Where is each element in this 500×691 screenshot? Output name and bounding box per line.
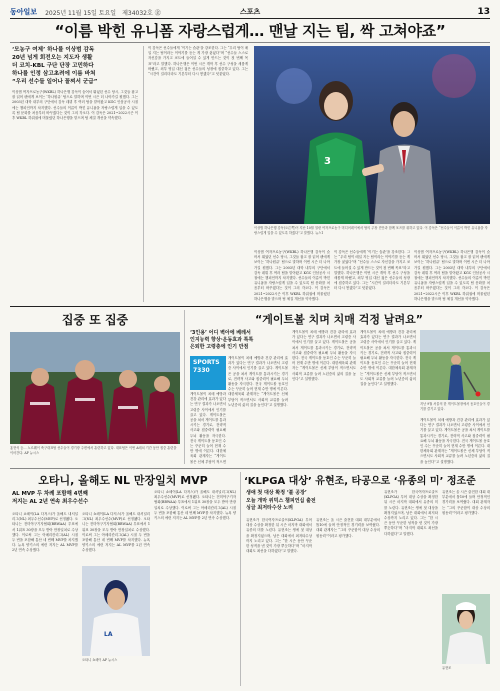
- column-divider: [143, 46, 144, 302]
- ohtani-caption-credit: AP 뉴시스: [102, 658, 118, 662]
- klpga-body3-para: 유현조가 한국여자프로골프(KLPGA) 투어 대상 수상을 확정한 뒤 시즌 마지막 대회에서 유종의 미를 노린다. 유현조는 생애 첫 대상을 확정지었으며, 남은 대회에서 최저타수상까지 노리고 있다. 그는 “한 시즌 동안 꾸준한 성적을 낸 것이 가장 뿌듯하다”며 “마지막 대회도 최선을 다하겠다”고 말했다.: [384, 490, 438, 536]
- klpga-caption-text: 유현조: [442, 666, 452, 670]
- klpga-headline: ‘KLPGA 대상’ 유현조, 타공으로 ‘유종의 미’ 정조준: [244, 476, 476, 487]
- mid-photo: [420, 330, 490, 400]
- left-photo-caption: [10, 446, 180, 466]
- newspaper-logo: 동아일보: [10, 8, 38, 16]
- top-subhead-5: “우리 선수들 일어나 꼴찌서 군급”: [12, 79, 98, 85]
- ohtani-subhead-1: AL MVP 두 차례 포함해 4번째: [12, 491, 88, 497]
- mid-headline: “게이트볼 치며 치매 걱정 날려요”: [255, 313, 423, 326]
- svg-text:3: 3: [324, 156, 331, 167]
- left-caption-credit: AP 뉴시스: [24, 450, 40, 455]
- mid-caption-text: 지난 9월 서울의 한 게이트볼장에서 동호인들이 경기를 즐기고 있다.: [420, 402, 490, 411]
- ohtani-caption: [82, 658, 150, 670]
- top-article-body-5: [414, 250, 490, 302]
- sports-column-logo: [190, 356, 226, 390]
- top-subhead-4: 하나를 인정 삼고초려에 이름 바쳐: [12, 71, 96, 77]
- ohtani-body-1: [12, 512, 78, 684]
- left-section-title: 집중 또 집중: [61, 313, 129, 327]
- mid-subhead-2: 인지능력 향상·운동효과 톡톡: [190, 337, 254, 343]
- mid-body-3: [360, 330, 416, 464]
- klpga-subhead-2: 오늘 개막 위믹스 챔피언십 출전: [246, 497, 316, 504]
- top-article-body-2: [148, 46, 248, 302]
- mid-subhead-3: 은퇴한 고령층에 인기 만점: [190, 344, 249, 350]
- ohtani-headline: 오타니, 올해도 NL 만장일치 MVP: [38, 474, 208, 487]
- mid-subhead-1: ‘3인용’ 어디 벽아에 베레서: [190, 330, 251, 336]
- klpga-photo: [442, 594, 490, 664]
- mid-body3-para: 게이트볼이 치매 예방과 건강 관리에 효과가 있다는 연구 결과가 나오면서 고령층 사이에서 인기를 끌고 있다. 게이트볼은 공을 쳐서 게이트를 통과시키는 경기로, 전략적 사고와 집중력이 필요해 두뇌 활동을 자극한다. 전국 게이트볼 동호인 수는 꾸준히 늘어 현재 수만 명에 이른다. 대한체육회 관계자는 “게이트볼은 신체 부담이 적으면서도 사회적 교류를 늘려 노년층의 삶의 질을 높인다”고 설명했다.: [360, 330, 416, 387]
- svg-text:LA: LA: [104, 631, 113, 638]
- ohtani-body3-para: 오타니 쇼헤이(LA 다저스)가 올해도 내셔널리그(NL) 최우수선수(MVP)로 선정됐다. 오타니는 전미야구기자협회(BBWAA) 투표에서 1위표 30장을 모두 받아 만장일치로 수상했다. 이로써 그는 아메리칸리그(AL) 시절 두 번을 포함해 통산 네 번째 MVP를 차지했다. 뉴욕 양키스의 에런 저지는 AL MVP를 2년 연속 수상했다.: [154, 490, 236, 521]
- ohtani-body1-para: 오타니 쇼헤이(LA 다저스)가 올해도 내셔널리그(NL) 최우수선수(MVP)로 선정됐다. 오타니는 전미야구기자협회(BBWAA) 투표에서 1위표 30장을 모두 받아 만장일치로 수상했다. 이로써 그는 아메리칸리그(AL) 시절 두 번을 포함해 통산 네 번째 MVP를 차지했다. 뉴욕 양키스의 에런 저지는 AL MVP를 2년 연속 수상했다.: [12, 512, 78, 553]
- mid-body4-para: 게이트볼이 치매 예방과 건강 관리에 효과가 있다는 연구 결과가 나오면서 고령층 사이에서 인기를 끌고 있다. 게이트볼은 공을 쳐서 게이트를 통과시키는 경기로, 전략적 사고와 집중력이 필요해 두뇌 활동을 자극한다. 전국 게이트볼 동호인 수는 꾸준히 늘어 현재 수만 명에 이른다. 대한체육회 관계자는 “게이트볼은 신체 부담이 적으면서도 사회적 교류를 늘려 노년층의 삶의 질을 높인다”고 설명했다.: [420, 418, 490, 464]
- ohtani-subheads: [12, 490, 172, 506]
- top-body2-para: 이 감독은 선수들에게 ‘이기는 습관’을 강조한다. 그는 “우리 팀이 매일 지는 팀이라는 이야기를 듣는 게 가장 싫었다”며 “선수들 스스로 자신감을 가지고 코트에 들어설 수 있게 만드는 것이 첫 번째 목표”라고 말했다. 하나은행은 이번 시즌 개막 후 선수 구성을 새롭게 바꿨고, 외부 영입 대신 젊은 선수들의 성장에 집중하고 있다. 그는 “시간이 걸리더라도 기본부터 다시 쌓겠다”고 덧붙였다.: [148, 46, 248, 77]
- sports-logo-text: SPORTS 7330: [193, 359, 220, 374]
- top-subheads: [12, 46, 138, 86]
- klpga-body1-para: 유현조가 한국여자프로골프(KLPGA) 투어 대상 수상을 확정한 뒤 시즌 마지막 대회에서 유종의 미를 노린다. 유현조는 생애 첫 대상을 확정지었으며, 남은 대회에서 최저타수상까지 노리고 있다. 그는 “한 시즌 동안 꾸준한 성적을 낸 것이 가장 뿌듯하다”며 “마지막 대회도 최선을 다하겠다”고 말했다.: [246, 518, 312, 554]
- top-caption-credit: 뉴스1: [315, 230, 324, 235]
- header-rule: [10, 18, 490, 19]
- column-divider-3: [240, 472, 241, 686]
- ohtani-subhead-2: 저지는 AL 2년 연속 최우수선수: [12, 499, 89, 505]
- top-body-para: 이상범 여자프로농구(WKBL) 하나은행 감독이 숨어서 뛰었던 선수 당시, 그것들 잡고 잘 읽어 팬에게 보이는 ‘하나원큐’ 팀으로 말하며 이번 시즌 더 나아가길 원했다. 그는 2003년 대학 내부의 구단에서 감독 데뷔 후 여러 팀을 맡아왔고 KGC 인삼공사 시절에는 챔피언까지 차지했다. 선수들의 이름이 박힌 유니폼을 자랑스럽게 입을 수 있도록 팀 문화를 처음부터 바꾸겠다는 것이 그의 각오다. 이 감독은 2021~2022시즌 이후 WKBL 하위권에 머물렀던 하나은행을 맡으며 팀 체질 개선을 약속했다.: [12, 90, 138, 121]
- top-subhead-1: ‘모농구 여제’ 하나를 이상범 감독: [12, 47, 95, 53]
- headline-rule: [10, 42, 490, 43]
- issue-number: 제34032호 ㊎: [122, 9, 161, 17]
- left-photo: [10, 332, 180, 444]
- mid-body2-para: 게이트볼이 치매 예방과 건강 관리에 효과가 있다는 연구 결과가 나오면서 고령층 사이에서 인기를 끌고 있다. 게이트볼은 공을 쳐서 게이트를 통과시키는 경기로, 전략적 사고와 집중력이 필요해 두뇌 활동을 자극한다. 전국 게이트볼 동호인 수는 꾸준히 늘어 현재 수만 명에 이른다. 대한체육회 관계자는 “게이트볼은 신체 부담이 적으면서도 사회적 교류를 늘려 노년층의 삶의 질을 높인다”고 설명했다.: [292, 330, 356, 381]
- top-body5: 이상범 여자프로농구(WKBL) 하나은행 감독이 숨어서 뛰었던 선수 당시, 그것들 잡고 잘 읽어 팬에게 보이는 ‘하나원큐’ 팀으로 말하며 이번 시즌 더 나아가길 원했다. 그는 2003년 대학 내부의 구단에서 감독 데뷔 후 여러 팀을 맡아왔고 KGC 인삼공사 시절에는 챔피언까지 차지했다. 선수들의 이름이 박힌 유니폼을 자랑스럽게 입을 수 있도록 팀 문화를 처음부터 바꾸겠다는 것이 그의 각오다. 이 감독은 2021~2022시즌 이후 WKBL 하위권에 머물렀던 하나은행을 맡으며 팀 체질 개선을 약속했다.: [414, 250, 490, 301]
- golfer-portrait: [442, 594, 490, 664]
- top-subhead-3: 더 코치-KBL 구단 단장 고민하다: [12, 63, 94, 69]
- mid-subheads: [190, 330, 288, 351]
- issue-date: 2025년 11월 15일 토요일: [45, 9, 117, 17]
- section-rule-2: [10, 468, 490, 469]
- main-headline: “이름 박힌 유니폼 자랑스럽게… 맨날 지는 팀, 싹 고쳐야죠”: [54, 22, 446, 40]
- mid-body-4: [420, 418, 490, 464]
- top-body3: 이상범 여자프로농구(WKBL) 하나은행 감독이 숨어서 뛰었던 선수 당시, 그것들 잡고 잘 읽어 팬에게 보이는 ‘하나원큐’ 팀으로 말하며 이번 시즌 더 나아가길 원했다. 그는 2003년 대학 내부의 구단에서 감독 데뷔 후 여러 팀을 맡아왔고 KGC 인삼공사 시절에는 챔피언까지 차지했다. 선수들의 이름이 박힌 유니폼을 자랑스럽게 입을 수 있도록 팀 문화를 처음부터 바꾸겠다는 것이 그의 각오다. 이 감독은 2021~2022시즌 이후 WKBL 하위권에 머물렀던 하나은행을 맡으며 팀 체질 개선을 약속했다.: [254, 250, 330, 301]
- klpga-body-3: [384, 490, 438, 684]
- klpga-body4-para: 유현조는 올 시즌 출전한 대회 대부분에서 톱10에 들며 안정적인 경기력을 보여줬다. 대회 관계자는 “그의 꾸준함이 대상 수상의 원동력”이라고 평가했다.: [442, 490, 490, 515]
- gateball-photo: [420, 330, 490, 400]
- mid-body0-para: 게이트볼이 치매 예방과 건강 관리에 효과가 있다는 연구 결과가 나오면서 고령층 사이에서 인기를 끌고 있다. 게이트볼은 공을 쳐서 게이트를 통과시키는 경기로, 전략적 사고와 집중력이 필요해 두뇌 활동을 자극한다. 전국 게이트볼 동호인 수는 꾸준히 늘어 현재 수만 명에 이른다. 대한체육회 관계자는 “게이트볼은 신체 부담이 적으면: [190, 392, 226, 464]
- mid-body-0: [190, 392, 226, 464]
- klpga-body-1: [246, 518, 312, 684]
- column-divider-2: [184, 310, 185, 464]
- klpga-subhead-1: 생애 첫 대상 확정 ‘불 공장’: [246, 490, 307, 496]
- mid-body-2: [292, 330, 356, 464]
- mid-body-1: [228, 356, 288, 464]
- top-caption-text: 이상범 하나은행 감독(오른쪽)이 지난 10월 열린 여자프로농구 미디어데이에서 팀의 주장 진안과 함께 포즈를 취하고 있다. 이 감독은 “선수들이 이름이 박힌 유니폼을 자랑스럽게 입을 수 있도록 하겠다”고 말했다.: [254, 226, 488, 235]
- top-article-body-1: [12, 90, 138, 302]
- top-article-body-4: [334, 250, 410, 302]
- klpga-subhead-3: 싱글 최저타수상 노려: [246, 505, 293, 511]
- mid-photo-caption: [420, 402, 490, 416]
- coach-and-player-photo: [254, 46, 490, 224]
- top-subhead-2: 20년 넘게 회전오는 지도자 생활: [12, 55, 93, 61]
- left-caption-text: 홍현석 등… 노르웨이 축구대표팀 선수들이 경기장 주변에서 훈련하고 있다. 대표팀은 이번 A매치 기간 동안 집중 훈련을 이어간다.: [10, 446, 177, 455]
- top-photo-caption: [254, 226, 490, 246]
- klpga-caption: [442, 666, 490, 676]
- mid-body1-para: 게이트볼이 치매 예방과 건강 관리에 효과가 있다는 연구 결과가 나오면서 고령층 사이에서 인기를 끌고 있다. 게이트볼은 공을 쳐서 게이트를 통과시키는 경기로, 전략적 사고와 집중력이 필요해 두뇌 활동을 자극한다. 전국 게이트볼 동호인 수는 꾸준히 늘어 현재 수만 명에 이른다. 대한체육회 관계자는 “게이트볼은 신체 부담이 적으면서도 사회적 교류를 늘려 노년층의 삶의 질을 높인다”고 설명했다.: [228, 356, 288, 407]
- page-number: 13: [477, 7, 490, 17]
- top-photo: [254, 46, 490, 224]
- ohtani-photo: [82, 566, 150, 656]
- ohtani-portrait: [82, 566, 150, 656]
- section-rule-1: [10, 306, 490, 307]
- ohtani-body-2: [82, 512, 150, 562]
- top-article-body-3: [254, 250, 330, 302]
- ohtani-body2-para: 오타니 쇼헤이(LA 다저스)가 올해도 내셔널리그(NL) 최우수선수(MVP)로 선정됐다. 오타니는 전미야구기자협회(BBWAA) 투표에서 1위표 30장을 모두 받아 만장일치로 수상했다. 이로써 그는 아메리칸리그(AL) 시절 두 번을 포함해 통산 네 번째 MVP를 차지했다. 뉴욕 양키스의 에런 저지는 AL MVP를 2년 연속 수상했다.: [82, 512, 150, 553]
- section-name: 스포츠: [240, 8, 261, 16]
- soccer-players-photo: [10, 332, 180, 444]
- klpga-subheads: [246, 490, 356, 513]
- klpga-body-4: [442, 490, 490, 590]
- ohtani-caption-text: 오타니 쇼헤이: [82, 658, 102, 662]
- klpga-body2-para: 유현조는 올 시즌 출전한 대회 대부분에서 톱10에 들며 안정적인 경기력을 보여줬다. 대회 관계자는 “그의 꾸준함이 대상 수상의 원동력”이라고 평가했다.: [316, 518, 380, 538]
- ohtani-body-3: [154, 490, 236, 684]
- top-body4: 이 감독은 선수들에게 ‘이기는 습관’을 강조한다. 그는 “우리 팀이 매일 지는 팀이라는 이야기를 듣는 게 가장 싫었다”며 “선수들 스스로 자신감을 가지고 코트에 들어설 수 있게 만드는 것이 첫 번째 목표”라고 말했다. 하나은행은 이번 시즌 개막 후 선수 구성을 새롭게 바꿨고, 외부 영입 대신 젊은 선수들의 성장에 집중하고 있다. 그는 “시간이 걸리더라도 기본부터 다시 쌓겠다”고 덧붙였다.: [334, 250, 410, 291]
- masthead: [10, 6, 490, 18]
- klpga-body-2: [316, 518, 380, 684]
